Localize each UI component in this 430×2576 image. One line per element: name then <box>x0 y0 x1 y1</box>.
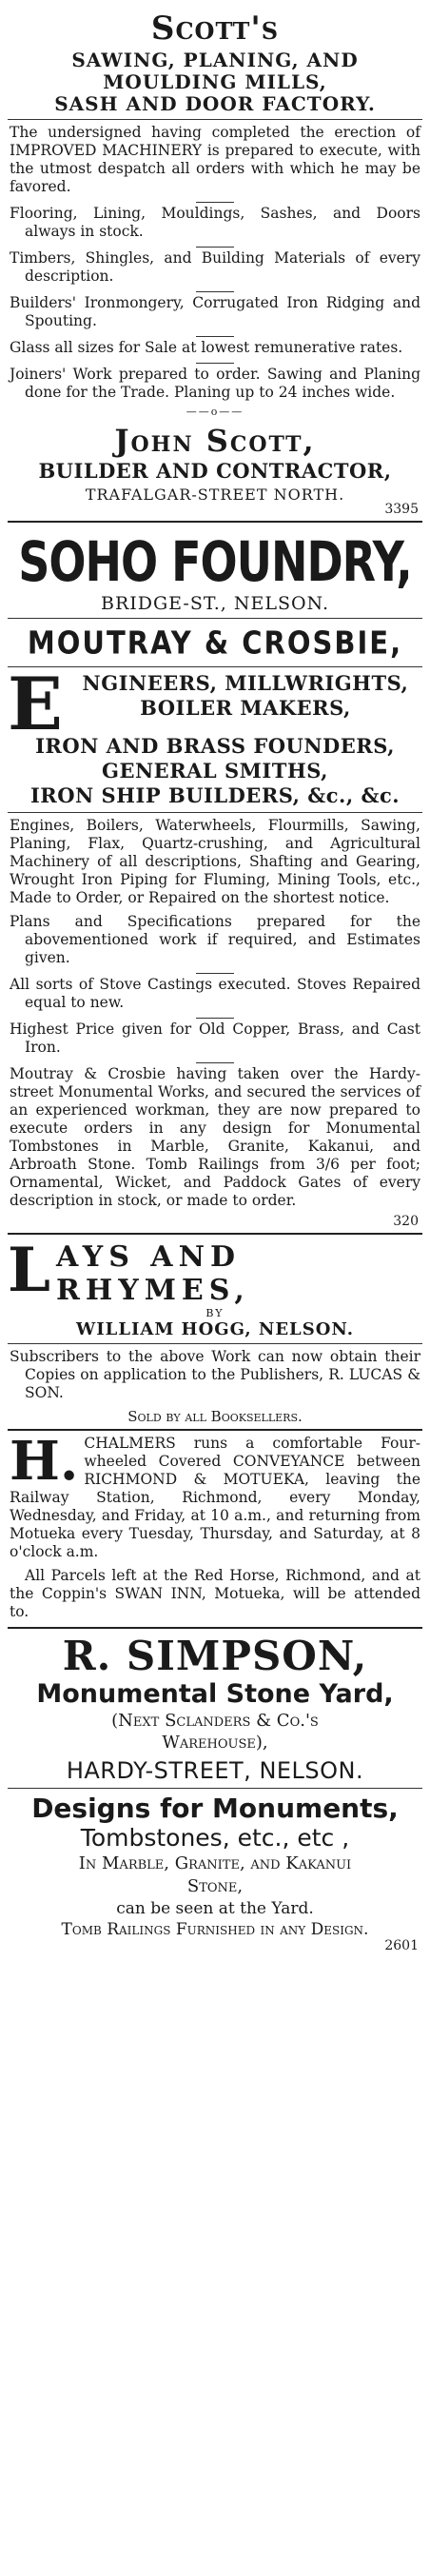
lays-sold: Sold by all Booksellers. <box>127 1408 303 1425</box>
simpson-seen: can be seen at the Yard. <box>116 1899 314 1918</box>
scott-item: Timbers, Shingles, and Building Materials of every description. <box>10 249 420 285</box>
chalmers-para: CHALMERS runs a comfortable Four-wheeled Covered CONVEYANCE between RICHMOND & MOTUEKA, leaving the Railway Station, Richmond, every Monday, Wednesday, and Friday, at 10 a.m., and returning from Motueka every Tuesday, Thursday, and Saturday, at 8 o'clock a.m. <box>10 1435 420 1560</box>
drop-cap: L <box>8 1235 50 1306</box>
simpson-stone: Stone, <box>186 1876 244 1896</box>
lays-by: BY <box>205 1307 225 1319</box>
scott-name: John Scott, <box>114 423 316 459</box>
soho-title: SOHO FOUNDRY, <box>18 529 412 594</box>
service-line: IRON AND BRASS FOUNDERS, <box>35 734 395 758</box>
scott-intro: The undersigned having completed the erection of IMPROVED MACHINERY is prepared to execute, with the utmost despatch all orders with which he may be favored. <box>10 124 420 195</box>
scott-item: Glass all sizes for Sale at lowest remunerative rates. <box>10 339 403 356</box>
scott-item: Builders' Ironmongery, Corrugated Iron Ridging and Spouting. <box>10 294 420 329</box>
soho-street: BRIDGE-ST., NELSON. <box>101 593 329 614</box>
scott-title: Scott's <box>150 10 280 48</box>
simpson-street: HARDY-STREET, NELSON. <box>66 1757 364 1784</box>
soho-firm: MOUTRAY & CROSBIE, <box>27 624 403 662</box>
divider <box>196 1018 234 1019</box>
simpson-designs: Designs for Monuments, <box>31 1793 399 1824</box>
service-line: NGINEERS, MILLWRIGHTS, <box>82 671 409 695</box>
scott-sub-2: MOULDING MILLS, <box>103 70 327 93</box>
service-line: GENERAL SMITHS, <box>102 759 328 783</box>
soho-para: Highest Price given for Old Copper, Brass, and Cast Iron. <box>10 1020 420 1056</box>
soho-advert <box>8 529 422 1229</box>
lays-heading <box>8 1235 422 1339</box>
scott-street: TRAFALGAR-STREET NORTH. <box>85 485 345 504</box>
drop-cap: E <box>8 662 63 746</box>
divider <box>8 1788 422 1789</box>
divider <box>8 666 422 667</box>
service-line: BOILER MAKERS, <box>140 696 351 720</box>
divider <box>196 363 234 364</box>
soho-para: Engines, Boilers, Waterwheels, Flourmills, Sawing, Planing, Flax, Quartz-crushing, and Agricultural Machinery of all descriptions, Shafting and Gearing, Wrought Iron Piping for Fluming, Mining Tools, etc., Made to Order, or Repaired on the shortest notice. <box>10 817 420 906</box>
scott-sub-3: SASH AND DOOR FACTORY. <box>54 92 376 115</box>
ref-number: 3395 <box>384 502 419 517</box>
divider <box>8 1343 422 1344</box>
section-divider <box>8 521 422 523</box>
lays-advert <box>8 1235 422 1425</box>
simpson-advert <box>8 1633 422 1953</box>
simpson-tombs: Tombstones, etc., etc , <box>80 1824 350 1852</box>
scott-item: Flooring, Lining, Mouldings, Sashes, and Doors always in stock. <box>10 205 420 240</box>
soho-para: Moutray & Crosbie having taken over the Hardy-street Monumental Works, and secured the services of an experienced workman, they are now prepared to execute orders in any design for Monumental Tombstones in Marble, Granite, Kakanui, and Arbroath Stone. Tomb Railings from 3/6 per foot; Ornamental, Wicket, and Paddock Gates of every description in stock, or made to order. <box>10 1065 420 1209</box>
scott-role: BUILDER AND CONTRACTOR, <box>38 459 392 483</box>
section-divider <box>8 1233 422 1235</box>
newspaper-advert-column <box>8 0 422 1953</box>
soho-para: Plans and Specifications prepared for the abovementioned work if required, and Estimates given. <box>10 913 420 966</box>
divider <box>196 247 234 248</box>
divider <box>8 618 422 619</box>
section-divider <box>8 1627 422 1629</box>
lays-title: AYS AND RHYMES, <box>56 1240 250 1307</box>
simpson-next-1: (Next Sclanders & Co.'s <box>111 1711 319 1731</box>
simpson-name: R. SIMPSON, <box>62 1633 368 1679</box>
divider <box>196 336 234 337</box>
divider <box>196 973 234 974</box>
chalmers-advert <box>8 1430 422 1621</box>
simpson-next-2: Warehouse), <box>162 1733 268 1753</box>
soho-para: All sorts of Stove Castings executed. Stoves Repaired equal to new. <box>10 976 420 1011</box>
divider <box>8 812 422 813</box>
scott-advert <box>8 10 422 517</box>
simpson-marble: In Marble, Granite, and Kakanui <box>78 1853 352 1873</box>
scott-item: Joiners' Work prepared to order. Sawing and Planing done for the Trade. Planing up to 24 inches wide. <box>10 366 420 401</box>
scott-sub-1: SAWING, PLANING, AND <box>71 49 359 71</box>
ref-number: 2601 <box>384 1938 419 1953</box>
ornament-divider: ——o—— <box>186 406 244 418</box>
divider <box>196 1062 234 1063</box>
service-line: IRON SHIP BUILDERS, &c., &c. <box>29 783 401 807</box>
simpson-yard: Monumental Stone Yard, <box>36 1679 394 1709</box>
chalmers-para: All Parcels left at the Red Horse, Richmond, and at the Coppin's SWAN INN, Motueka, will be attended to. <box>10 1567 420 1620</box>
soho-services <box>8 662 422 808</box>
drop-cap: H. <box>10 1430 79 1493</box>
lays-para: Subscribers to the above Work can now obtain their Copies on application to the Publishers, R. LUCAS & SON. <box>10 1348 420 1401</box>
lays-author: WILLIAM HOGG, NELSON. <box>76 1319 354 1339</box>
ref-number: 320 <box>393 1214 419 1229</box>
divider <box>196 202 234 203</box>
divider <box>8 119 422 120</box>
divider <box>196 291 234 292</box>
simpson-rail: Tomb Railings Furnished in any Design. <box>61 1920 369 1939</box>
